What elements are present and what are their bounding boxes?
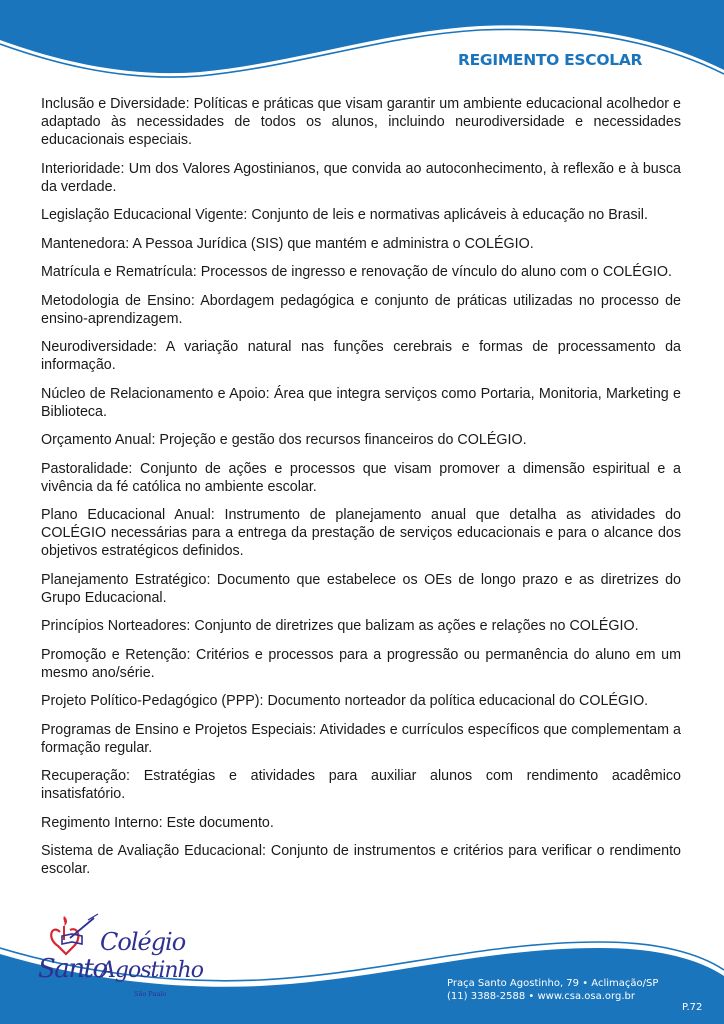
glossary-entry: Princípios Norteadores: Conjunto de diretrizes que balizam as ações e relações no COLÉGIO. xyxy=(41,618,639,634)
glossary-entry: Sistema de Avaliação Educacional: Conjunto de instrumentos e critérios para verificar o rendimento escolar. xyxy=(41,843,681,877)
glossary-entry: Orçamento Anual: Projeção e gestão dos recursos financeiros do COLÉGIO. xyxy=(41,432,527,448)
logo-city-text: São Paulo xyxy=(134,990,167,998)
logo-santo-text: Santo xyxy=(38,954,107,984)
glossary-entry: Promoção e Retenção: Critérios e processos para a progressão ou permanência do aluno em um mesmo ano/série. xyxy=(41,646,681,681)
glossary-entry: Plano Educacional Anual: Instrumento de planejamento anual que detalha as atividades do COLÉGIO necessárias para a entrega da prestação de serviços educacionais e para o alcance dos objetivos estratégicos definidos. xyxy=(41,507,681,559)
glossary-entry: Regimento Interno: Este documento. xyxy=(41,814,274,831)
logo-colegio-text: Colégio xyxy=(100,928,186,956)
school-logo xyxy=(34,912,203,1018)
glossary-entry: Recuperação: Estratégias e atividades para auxiliar alunos com rendimento acadêmico insatisfatório. xyxy=(41,768,681,802)
glossary-entry: Interioridade: Um dos Valores Agostinianos, que convida ao autoconhecimento, à reflexão e à busca da verdade. xyxy=(41,160,681,195)
glossary-entry: Planejamento Estratégico: Documento que estabelece os OEs de longo prazo e as diretrizes do Grupo Educacional. xyxy=(41,571,681,606)
glossary-entry: Programas de Ensino e Projetos Especiais: Atividades e currículos específicos que complementam a formação regular. xyxy=(41,721,681,756)
glossary-entry: Matrícula e Rematrícula: Processos de ingresso e renovação de vínculo do aluno com o COLÉGIO. xyxy=(41,264,672,280)
page-number: P.72 xyxy=(682,1002,703,1013)
glossary-content xyxy=(41,95,681,889)
glossary-entry: Núcleo de Relacionamento e Apoio: Área que integra serviços como Portaria, Monitoria, Marketing e Biblioteca. xyxy=(41,385,681,420)
glossary-entry: Mantenedora: A Pessoa Jurídica (SIS) que mantém e administra o COLÉGIO. xyxy=(41,235,534,252)
glossary-entry: Neurodiversidade: A variação natural nas funções cerebrais e formas de processamento da informação. xyxy=(41,339,681,373)
header-wave-banner xyxy=(0,0,724,90)
footer-contact xyxy=(447,977,658,1003)
glossary-entry: Legislação Educacional Vigente: Conjunto de leis e normativas aplicáveis à educação no Brasil. xyxy=(41,207,648,223)
glossary-entry: Pastoralidade: Conjunto de ações e processos que visam promover a dimensão espiritual e a vivência da fé católica no ambiente escolar. xyxy=(41,460,681,495)
document-title: REGIMENTO ESCOLAR xyxy=(458,51,643,69)
glossary-entry: Inclusão e Diversidade: Políticas e práticas que visam garantir um ambiente educacional acolhedor e adaptado às necessidades de todos os alunos, incluindo neurodiversidade e necessidades educacionais especiais. xyxy=(41,96,681,148)
glossary-entry: Projeto Político-Pedagógico (PPP): Documento norteador da política educacional do COLÉGIO. xyxy=(41,693,649,709)
footer-phone-website-line: (11) 3388-2588 • www.csa.osa.org.br xyxy=(447,991,635,1002)
glossary-entry: Metodologia de Ensino: Abordagem pedagógica e conjunto de práticas utilizadas no processo de ensino-aprendizagem. xyxy=(41,292,681,327)
footer-address-line: Praça Santo Agostinho, 79 • Aclimação/SP xyxy=(447,978,659,989)
logo-agostinho-text: Agostinho xyxy=(100,958,203,983)
